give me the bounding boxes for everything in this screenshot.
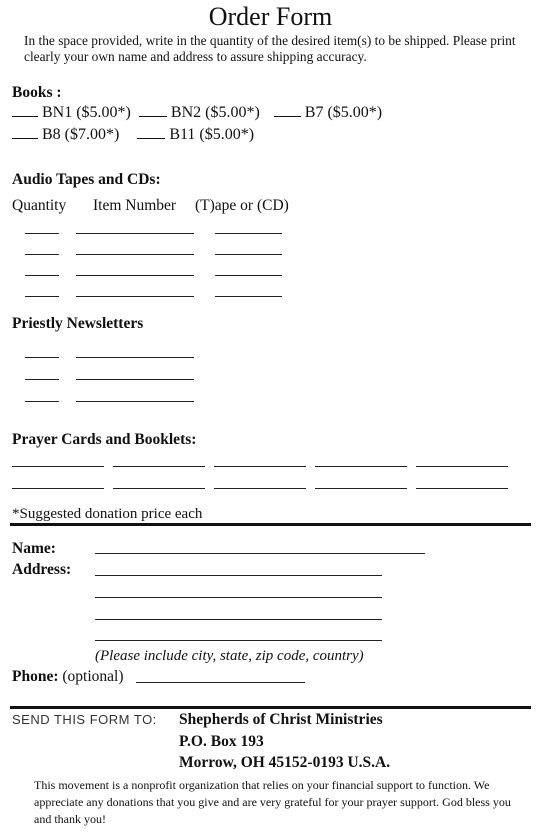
prayer-item-field[interactable] xyxy=(315,488,407,489)
mailing-address-pobox: P.O. Box 193 xyxy=(179,733,264,750)
name-label: Name: xyxy=(12,540,56,557)
book-b8-label: B8 ($7.00*) xyxy=(42,126,120,143)
send-form-to-label: SEND THIS FORM TO: xyxy=(12,712,157,727)
newsletter-item-field[interactable] xyxy=(76,379,194,380)
audio-item-number-field[interactable] xyxy=(76,254,194,255)
footer-text: This movement is a nonprofit organization that relies on your financial support to function. We appreciate any donations that you give and are very grateful for your prayer support. God bless you and thank you! xyxy=(34,778,511,826)
audio-quantity-field[interactable] xyxy=(25,296,59,297)
newsletter-item-field[interactable] xyxy=(76,357,194,358)
newsletter-quantity-field[interactable] xyxy=(25,401,59,402)
audio-type-field[interactable] xyxy=(215,233,282,234)
audio-item-number-field[interactable] xyxy=(76,275,194,276)
audio-type-field[interactable] xyxy=(215,296,282,297)
address-line-1-field[interactable] xyxy=(95,575,382,576)
prayer-heading: Prayer Cards and Booklets: xyxy=(12,431,197,448)
phone-optional-text: (optional) xyxy=(62,668,124,685)
book-b8-quantity-field[interactable] xyxy=(12,138,38,139)
book-bn1-quantity-field[interactable] xyxy=(12,116,38,117)
book-b7-quantity-field[interactable] xyxy=(274,116,301,117)
prayer-item-field[interactable] xyxy=(214,466,306,467)
newsletter-quantity-field[interactable] xyxy=(25,357,59,358)
audio-col-type: (T)ape or (CD) xyxy=(195,197,289,214)
prayer-item-field[interactable] xyxy=(214,488,306,489)
mailing-address-city: Morrow, OH 45152-0193 U.S.A. xyxy=(179,754,391,771)
newsletter-item-field[interactable] xyxy=(76,401,194,402)
prayer-item-field[interactable] xyxy=(113,488,205,489)
audio-quantity-field[interactable] xyxy=(25,275,59,276)
section-divider xyxy=(10,706,531,709)
prayer-item-field[interactable] xyxy=(12,466,104,467)
book-row-1 xyxy=(12,104,382,122)
book-row-2 xyxy=(12,126,254,144)
book-b11-label: B11 ($5.00*) xyxy=(169,126,255,143)
audio-col-quantity: Quantity xyxy=(12,197,67,214)
audio-quantity-field[interactable] xyxy=(25,233,59,234)
name-field[interactable] xyxy=(95,553,425,554)
phone-row xyxy=(12,668,124,686)
address-line-2-field[interactable] xyxy=(95,597,382,598)
book-bn2-label: BN2 ($5.00*) xyxy=(170,104,260,121)
phone-label: Phone: xyxy=(12,668,59,685)
mailing-address-org: Shepherds of Christ Ministries xyxy=(179,711,383,728)
address-hint: (Please include city, state, zip code, country) xyxy=(95,648,364,664)
newsletters-heading: Priestly Newsletters xyxy=(12,315,144,332)
prayer-item-field[interactable] xyxy=(12,488,104,489)
audio-heading: Audio Tapes and CDs: xyxy=(12,171,161,188)
book-b11-quantity-field[interactable] xyxy=(137,138,165,139)
book-b7-label: B7 ($5.00*) xyxy=(304,104,383,121)
phone-field[interactable] xyxy=(136,682,305,683)
page-title: Order Form xyxy=(208,2,333,31)
audio-col-item-number: Item Number xyxy=(93,197,177,214)
address-label: Address: xyxy=(12,561,72,578)
address-line-3-field[interactable] xyxy=(95,619,382,620)
books-heading: Books : xyxy=(12,84,62,101)
audio-item-number-field[interactable] xyxy=(76,233,194,234)
audio-type-field[interactable] xyxy=(215,254,282,255)
prayer-item-field[interactable] xyxy=(416,488,508,489)
intro-text: In the space provided, write in the quantity of the desired item(s) to be shipped. Please print clearly your own name and address to assure shipping accuracy. xyxy=(24,33,516,64)
section-divider xyxy=(10,523,531,526)
prayer-item-field[interactable] xyxy=(315,466,407,467)
audio-item-number-field[interactable] xyxy=(76,296,194,297)
book-bn1-label: BN1 ($5.00*) xyxy=(42,104,131,121)
address-line-4-field[interactable] xyxy=(95,640,382,641)
audio-quantity-field[interactable] xyxy=(25,254,59,255)
suggested-donation-note: *Suggested donation price each xyxy=(12,506,203,522)
prayer-item-field[interactable] xyxy=(113,466,205,467)
newsletter-quantity-field[interactable] xyxy=(25,379,59,380)
audio-type-field[interactable] xyxy=(215,275,282,276)
book-bn2-quantity-field[interactable] xyxy=(139,116,167,117)
prayer-item-field[interactable] xyxy=(416,466,508,467)
